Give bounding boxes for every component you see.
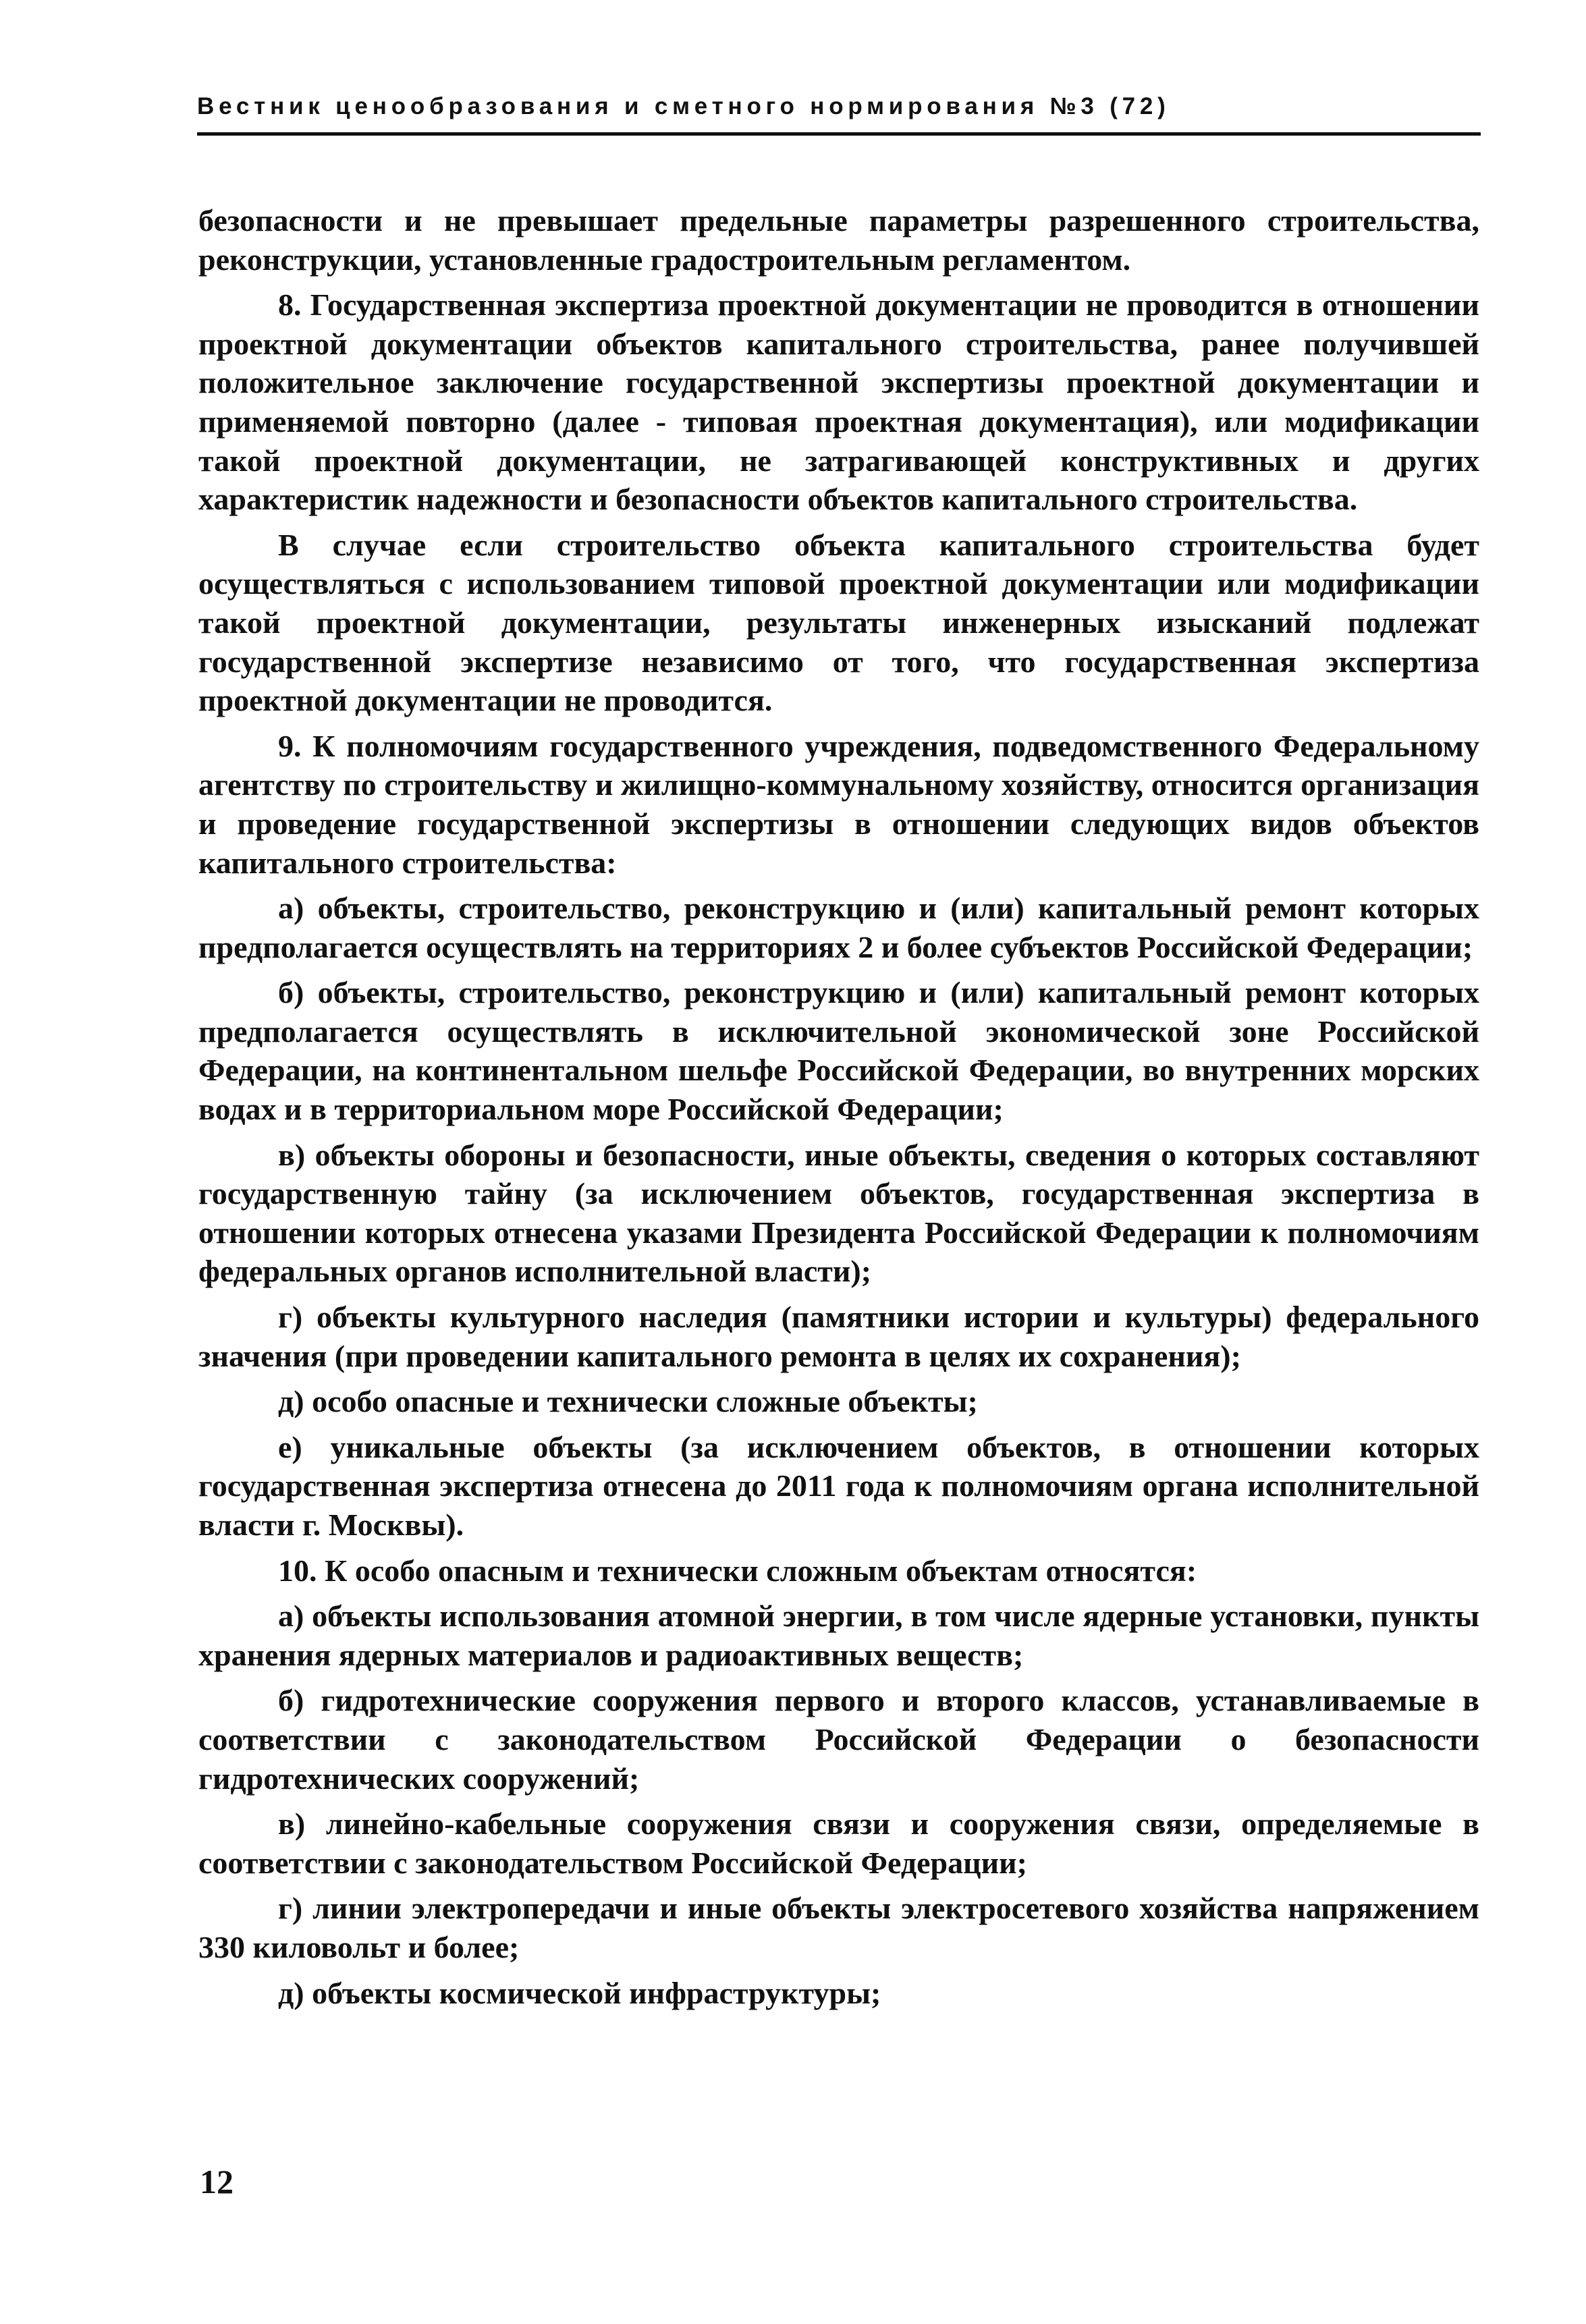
running-header: Вестник ценообразования и сметного нормирования №3 (72) xyxy=(197,93,1170,119)
paragraph-item-8: 8. Государственная экспертиза проектной документации не проводится в отношении проектной документации объектов капитального строительства, ранее получившей положительное заключение государственной экспертизы проектной документации и применяемой повторно (далее - типовая проектная документация), или модификации такой проектной документации, не затрагивающей конструктивных и других характеристик надежности и безопасности объектов капитального строительства. xyxy=(198,287,1479,517)
list-item: а) объекты, строительство, реконструкцию и (или) капитальный ремонт которых предполагается осуществлять на территориях 2 и более субъектов Российской Федерации; xyxy=(198,891,1479,964)
paragraph: В случае если строительство объекта капитального строительства будет осуществляться с использованием типовой проектной документации или модификации такой проектной документации, результаты инженерных изысканий подлежат государственной экспертизе независимо от того, что государственная экспертиза проектной документации не проводится. xyxy=(198,527,1479,718)
header-rule xyxy=(197,132,1481,136)
document-body xyxy=(198,201,1479,2019)
list-item: д) объекты космической инфраструктуры; xyxy=(278,1975,881,2010)
list-item: е) уникальные объекты (за исключением объектов, в отношении которых государственная экспертиза отнесена до 2011 года к полномочиям органа исполнительной власти г. Москвы). xyxy=(198,1429,1479,1542)
list-item: г) линии электропередачи и иные объекты электросетевого хозяйства напряжением 330 киловольт и более; xyxy=(198,1891,1479,1964)
paragraph-continuation: безопасности и не превышает предельные параметры разрешенного строительства, реконструкции, установленные градостроительным регламентом. xyxy=(198,203,1479,277)
list-item: а) объекты использования атомной энергии, в том числе ядерные установки, пункты хранения ядерных материалов и радиоактивных веществ; xyxy=(198,1599,1479,1672)
list-item: б) гидротехнические сооружения первого и второго классов, устанавливаемые в соответствии с законодательством Российской Федерации о безопасности гидротехнических сооружений; xyxy=(198,1683,1479,1796)
list-item: г) объекты культурного наследия (памятники истории и культуры) федерального значения (при проведении капитального ремонта в целях их сохранения); xyxy=(198,1300,1479,1373)
list-item: д) особо опасные и технически сложные объекты; xyxy=(278,1384,978,1419)
page-number: 12 xyxy=(200,2163,234,2201)
paragraph-item-10: 10. К особо опасным и технически сложным объектам относятся: xyxy=(278,1553,1197,1588)
list-item: в) объекты обороны и безопасности, иные объекты, сведения о которых составляют государственную тайну (за исключением объектов, государственная экспертиза в отношении которых отнесена указами Президента Российской Федерации к полномочиям федеральных органов исполнительной власти); xyxy=(198,1137,1479,1289)
list-item: в) линейно-кабельные сооружения связи и сооружения связи, определяемые в соответствии с законодательством Российской Федерации; xyxy=(198,1806,1479,1880)
paragraph-item-9: 9. К полномочиям государственного учреждения, подведомственного Федеральному агентству по строительству и жилищно-коммунальному хозяйству, относится организация и проведение государственной экспертизы в отношении следующих видов объектов капитального строительства: xyxy=(198,728,1479,880)
list-item: б) объекты, строительство, реконструкцию и (или) капитальный ремонт которых предполагается осуществлять в исключительной экономической зоне Российской Федерации, на континентальном шельфе Российской Федерации, во внутренних морских водах и в территориальном море Российской Федерации; xyxy=(198,975,1479,1127)
